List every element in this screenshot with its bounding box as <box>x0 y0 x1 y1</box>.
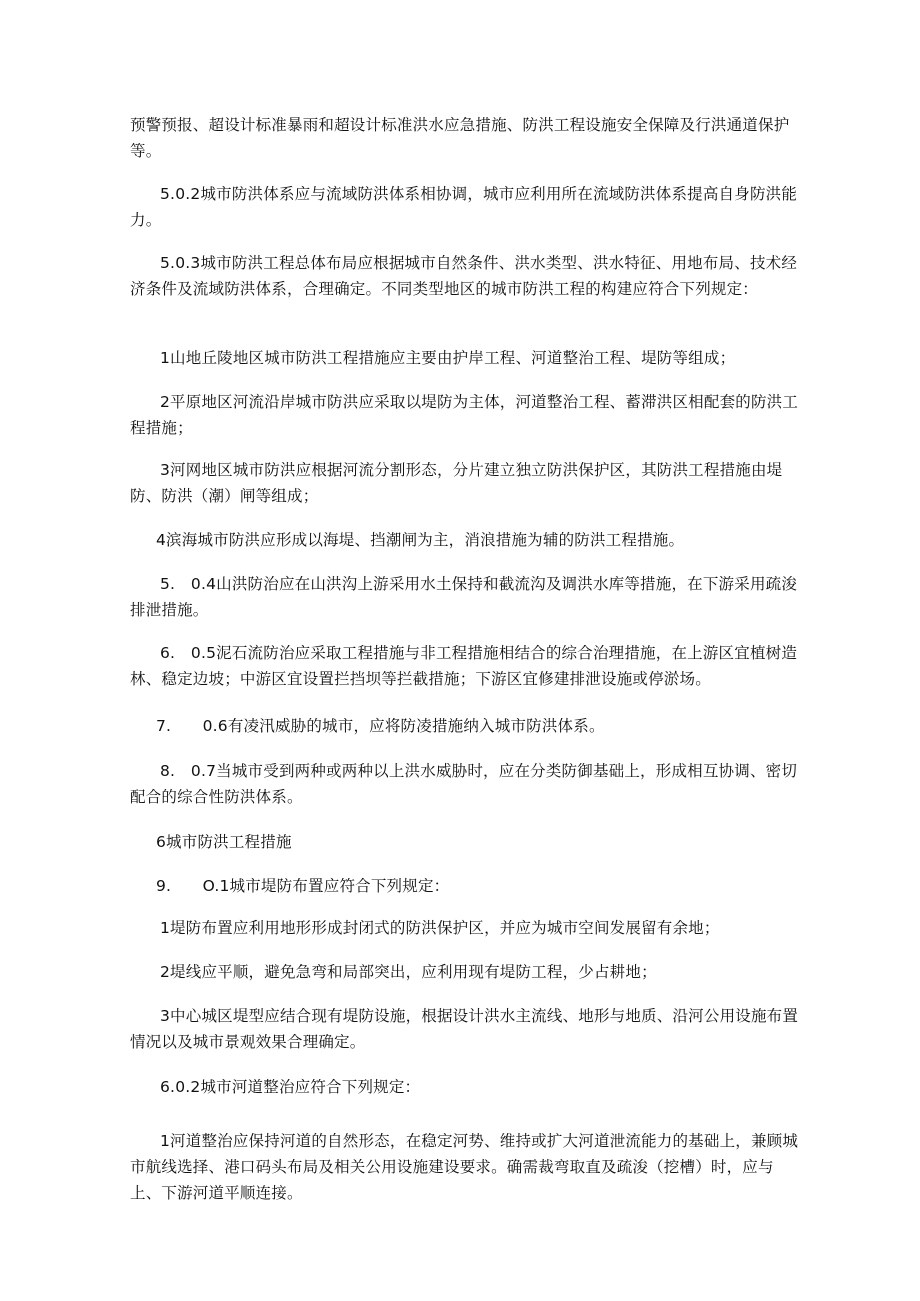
paragraph-14: 2堤线应平顺，避免急弯和局部突出，应利用现有堤防工程，少占耕地； <box>160 963 657 981</box>
paragraph-9: 6. 0.5泥石流防治应采取工程措施与非工程措施相结合的综合治理措施，在上游区宜植树造林、稳定边坡；中游区宜设置拦挡坝等拦截措施；下游区宜修建排泄设施或停淤场。 <box>130 644 798 688</box>
paragraph-7: 4滨海城市防洪应形成以海堤、挡潮闸为主，消浪措施为辅的防洪工程措施。 <box>156 531 685 549</box>
paragraph-11: 8. 0.7当城市受到两种或两种以上洪水威胁时，应在分类防御基础上，形成相互协调、密切配合的综合性防洪体系。 <box>130 762 798 806</box>
paragraph-15: 3中心城区堤型应结合现有堤防设施，根据设计洪水主流线、地形与地质、沿河公用设施布置情况以及城市景观效果合理确定。 <box>130 1007 799 1051</box>
paragraph-2: 5.0.2城市防洪体系应与流域防洪体系相协调，城市应利用所在流域防洪体系提高自身防洪能力。 <box>130 185 798 229</box>
section-heading: 6城市防洪工程措施 <box>156 833 292 851</box>
paragraph-4: 1山地丘陵地区城市防洪工程措施应主要由护岸工程、河道整治工程、堤防等组成； <box>160 349 736 367</box>
paragraph-3: 5.0.3城市防洪工程总体布局应根据城市自然条件、洪水类型、洪水特征、用地布局、技术经济条件及流域防洪体系，合理确定。不同类型地区的城市防洪工程的构建应符合下列规定： <box>130 254 798 298</box>
paragraph-5: 2平原地区河流沿岸城市防洪应采取以堤防为主体，河道整治工程、蓄滞洪区相配套的防洪工程措施； <box>130 393 799 437</box>
paragraph-13: 1堤防布置应利用地形形成封闭式的防洪保护区，并应为城市空间发展留有余地； <box>160 919 720 937</box>
paragraph-1: 预警预报、超设计标准暴雨和超设计标准洪水应急措施、防洪工程设施安全保障及行洪通道保护等。 <box>130 116 790 160</box>
paragraph-17: 1河道整治应保持河道的自然形态，在稳定河势、维持或扩大河道泄流能力的基础上，兼顾城市航线选择、港口码头布局及相关公用设施建设要求。确需裁弯取直及疏浚（挖槽）时，应与上、下游河道平顺连接。 <box>130 1132 799 1202</box>
paragraph-12: 9. O.1城市堤防布置应符合下列规定： <box>156 877 450 895</box>
paragraph-6: 3河网地区城市防洪应根据河流分割形态，分片建立独立防洪保护区，其防洪工程措施由堤防、防洪（潮）闸等组成； <box>130 461 783 505</box>
paragraph-16: 6.0.2城市河道整治应符合下列规定： <box>160 1078 421 1096</box>
paragraph-8: 5. 0.4山洪防治应在山洪沟上游采用水土保持和截流沟及调洪水库等措施，在下游采用疏浚排泄措施。 <box>130 575 798 619</box>
paragraph-10: 7. 0.6有凌汛威胁的城市，应将防凌措施纳入城市防洪体系。 <box>156 717 605 735</box>
